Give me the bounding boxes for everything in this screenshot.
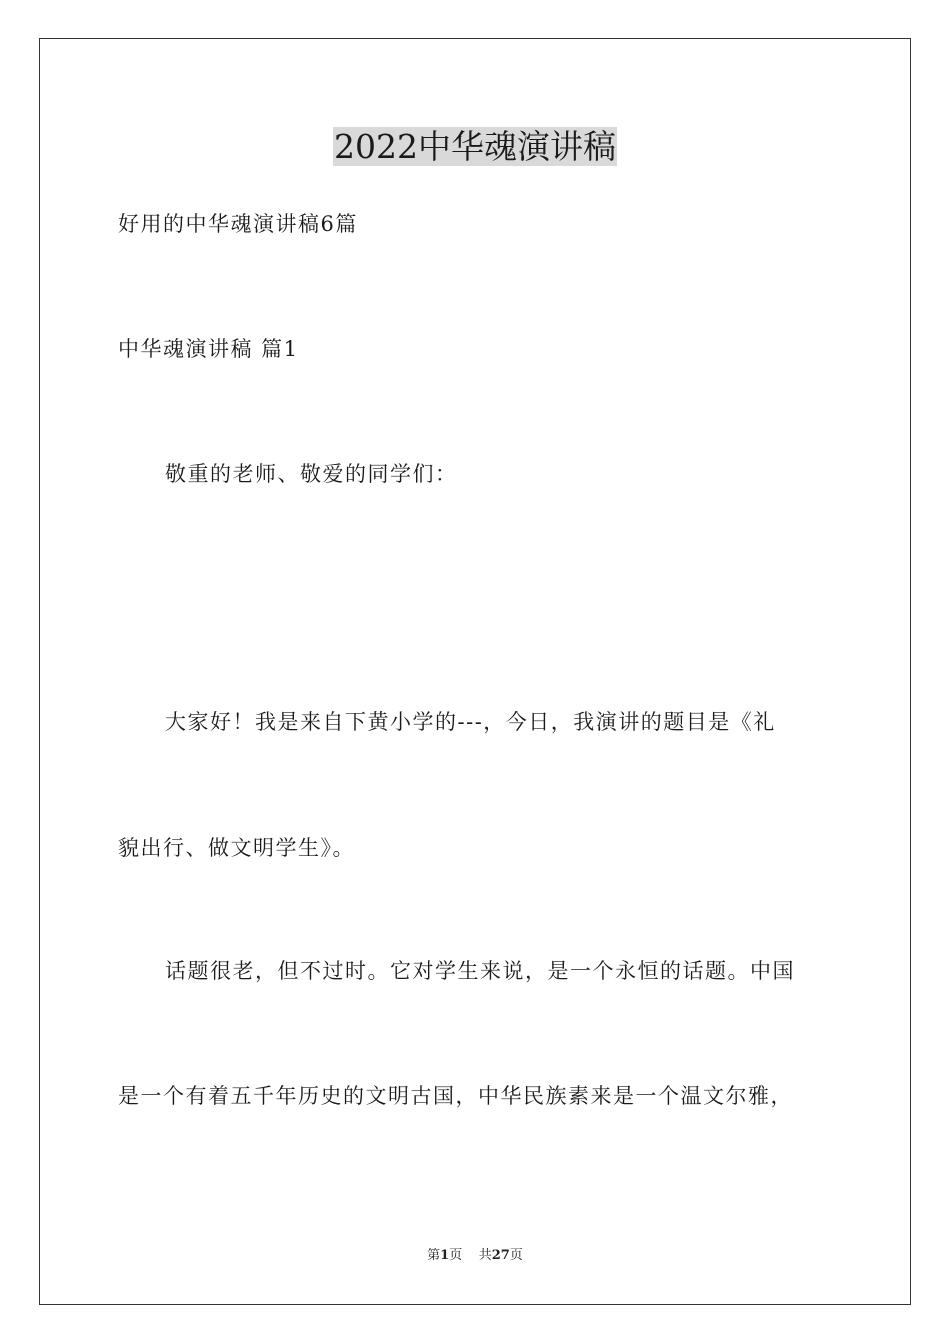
document-title-text: 2022中华魂演讲稿 (334, 127, 616, 166)
footer-page-prefix: 第 (427, 1248, 441, 1263)
footer-total-pages: 27 (491, 1248, 510, 1263)
paragraph-line-2: 貌出行、做文明学生》。 (118, 836, 355, 860)
paragraph-salutation: 敬重的老师、敬爱的同学们： (165, 462, 458, 486)
paragraph-line-3: 话题很老，但不过时。它对学生来说，是一个永恒的话题。中国 (165, 959, 795, 983)
document-subtitle: 好用的中华魂演讲稿6篇 (118, 212, 358, 236)
footer-page-number: 1 (440, 1248, 450, 1263)
footer-page-suffix: 页 (449, 1248, 463, 1263)
document-title (0, 124, 950, 170)
paragraph-line-1: 大家好！我是来自下黄小学的---，今日，我演讲的题目是《礼 (165, 710, 776, 734)
paragraph-line-4: 是一个有着五千年历史的文明古国，中华民族素来是一个温文尔雅， (118, 1084, 793, 1108)
footer-total-prefix: 共 (478, 1248, 492, 1263)
section-heading: 中华魂演讲稿 篇1 (118, 337, 299, 361)
footer-total-suffix: 页 (509, 1248, 523, 1263)
page-footer (0, 1247, 950, 1265)
